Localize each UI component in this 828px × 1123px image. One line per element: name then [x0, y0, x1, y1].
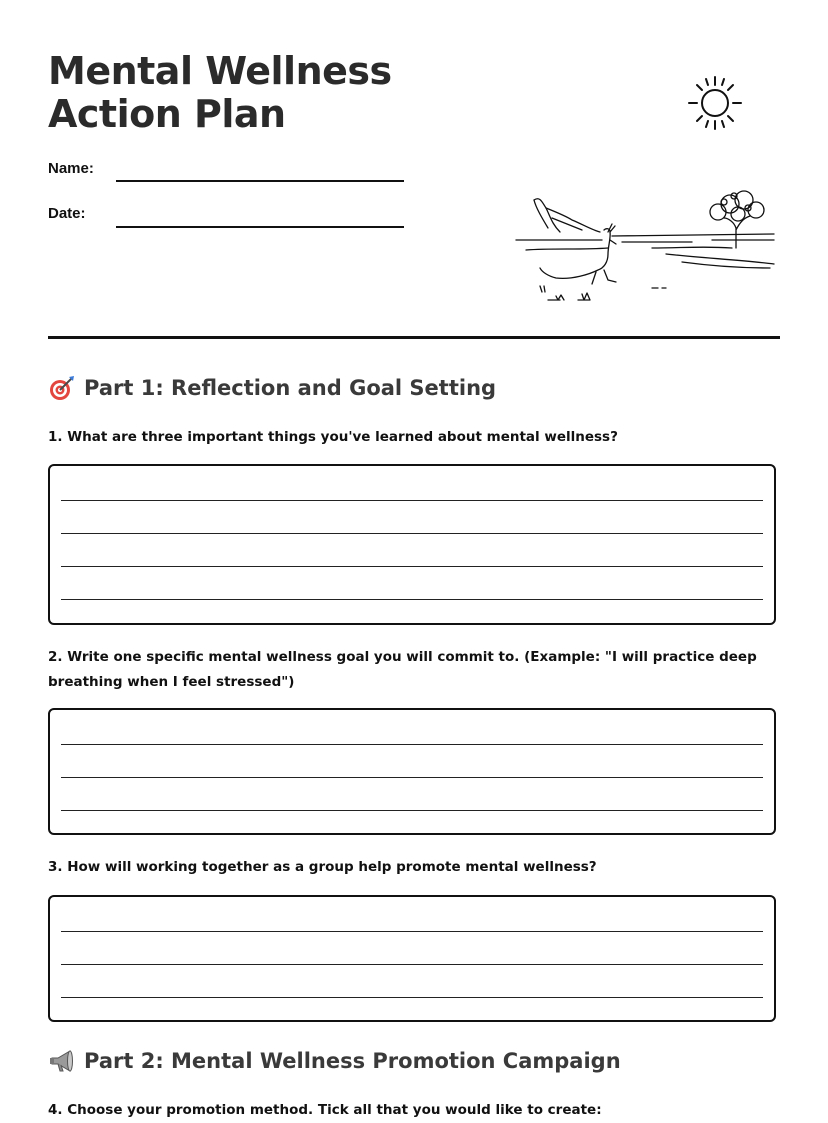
question-2: 2. Write one specific mental wellness goal you will commit to. (Example: "I will practice deep breathing when I feel stressed") [48, 649, 757, 690]
answer-line [61, 777, 763, 778]
question-3: 3. How will working together as a group help promote mental wellness? [48, 859, 597, 875]
question-4: 4. Choose your promotion method. Tick all that you would like to create: [48, 1102, 602, 1118]
answer-line [61, 599, 763, 600]
part1-heading-text: Part 1: Reflection and Goal Setting [84, 376, 497, 400]
name-field[interactable] [116, 180, 404, 182]
answer-line [61, 931, 763, 932]
date-label: Date: [48, 205, 86, 222]
answer-line [61, 810, 763, 811]
answer-box-3[interactable] [48, 895, 776, 1022]
answer-box-1[interactable] [48, 464, 776, 625]
answer-line [61, 744, 763, 745]
answer-line [61, 997, 763, 998]
header-divider [48, 336, 780, 339]
answer-line [61, 500, 763, 501]
target-dart-icon [48, 374, 76, 402]
answer-line [61, 566, 763, 567]
date-field[interactable] [116, 226, 404, 228]
part1-heading [48, 374, 496, 402]
answer-line [61, 964, 763, 965]
page-title: Mental Wellness Action Plan [48, 49, 392, 136]
name-label: Name: [48, 160, 94, 177]
part2-heading-text: Part 2: Mental Wellness Promotion Campaign [84, 1049, 621, 1073]
kangaroo-beach-tree-illustration [512, 188, 778, 306]
answer-line [61, 533, 763, 534]
answer-box-2[interactable] [48, 708, 776, 835]
question-1: 1. What are three important things you've learned about mental wellness? [48, 429, 618, 445]
megaphone-icon [48, 1047, 76, 1075]
sun-icon [686, 74, 744, 132]
part2-heading [48, 1047, 621, 1075]
